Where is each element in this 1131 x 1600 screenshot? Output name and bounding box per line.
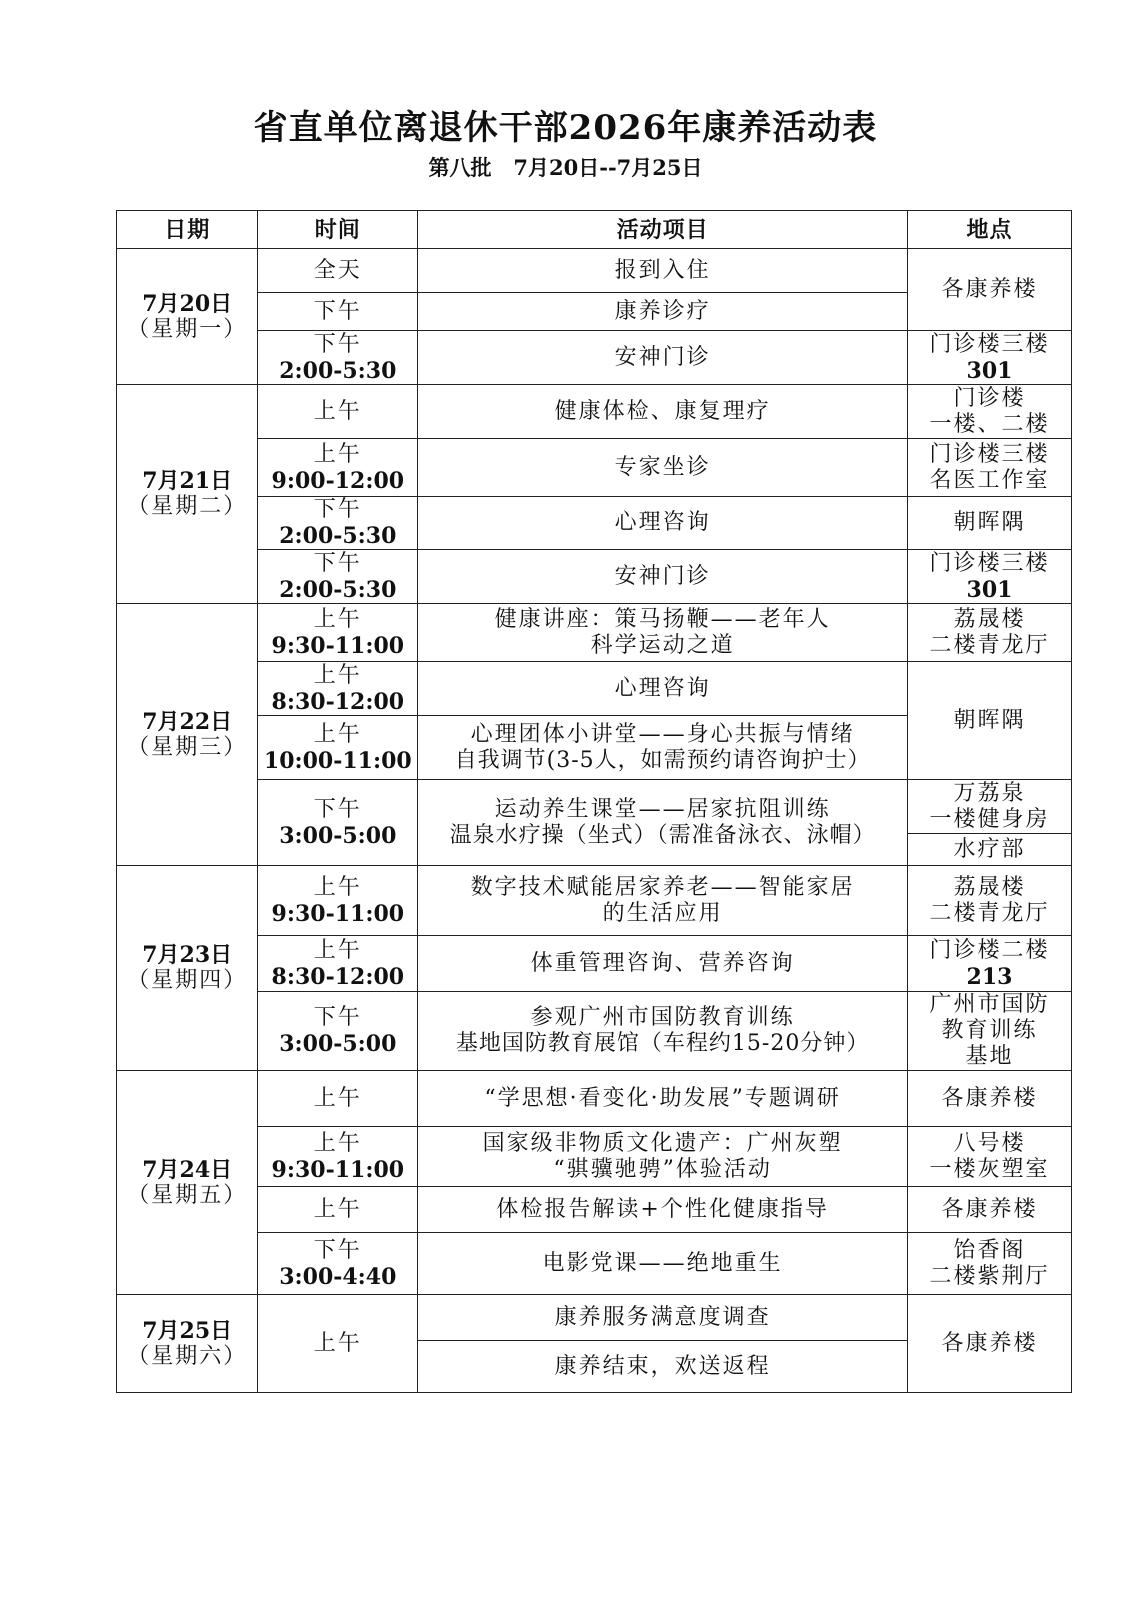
cell-text: 康养诊疗 <box>614 298 711 324</box>
header-activity: 活动项目 <box>418 211 908 249</box>
place-cell <box>908 1127 1072 1187</box>
activity-cell <box>418 936 908 992</box>
cell-text: 心理咨询 <box>614 675 711 701</box>
cell-text: 10:00-11:00 <box>263 747 412 774</box>
time-cell <box>258 780 418 866</box>
cell-text: 电影党课——绝地重生 <box>542 1250 783 1276</box>
activity-schedule-table <box>116 210 1072 1393</box>
cell-text: 健康体检、康复理疗 <box>554 398 771 424</box>
cell-text: 万荔泉 <box>953 780 1026 806</box>
place-cell <box>908 1233 1072 1295</box>
cell-text: 心理咨询 <box>614 510 711 535</box>
cell-text: 温泉水疗操（坐式）（需准备泳衣、泳帽） <box>449 822 876 848</box>
date-cell <box>117 1071 258 1295</box>
cell-text: 数字技术赋能居家养老——智能家居 <box>470 874 855 900</box>
activity-cell <box>418 293 908 331</box>
place-cell <box>908 992 1072 1071</box>
activity-cell <box>418 550 908 604</box>
cell-text: 各康养楼 <box>941 1196 1038 1222</box>
table-row <box>117 385 1072 439</box>
place-cell <box>908 497 1072 550</box>
time-cell <box>258 1233 418 1295</box>
cell-text: 3:00-5:00 <box>279 822 397 849</box>
place-cell <box>908 385 1072 439</box>
cell-text: 门诊楼三楼 <box>929 441 1050 467</box>
place-cell <box>908 249 1072 331</box>
cell-text: 康养结束，欢送返程 <box>554 1353 771 1379</box>
time-cell <box>258 385 418 439</box>
cell-text: 心理团体小讲堂——身心共振与情绪 <box>470 721 855 747</box>
table-row <box>117 662 1072 716</box>
cell-text: 的生活应用 <box>602 900 723 926</box>
cell-text: 上午 <box>313 1196 362 1222</box>
cell-text: 下午 <box>313 796 362 822</box>
date-label: 7月23日 <box>142 942 233 968</box>
cell-text: 2:00-5:30 <box>279 523 397 549</box>
cell-text: 广州市国防 <box>929 992 1050 1017</box>
cell-text: 体重管理咨询、营养咨询 <box>530 950 795 976</box>
activity-cell <box>418 1341 908 1393</box>
activity-cell <box>418 662 908 716</box>
cell-text: 朝晖隅 <box>953 510 1026 535</box>
cell-text: 一楼健身房 <box>929 806 1050 832</box>
cell-text: 301 <box>966 357 1013 384</box>
place-cell <box>908 866 1072 936</box>
cell-text: 饴香阁 <box>953 1237 1026 1263</box>
header-row <box>117 211 1072 249</box>
time-cell <box>258 293 418 331</box>
cell-text: 上午 <box>313 721 362 747</box>
cell-text: 科学运动之道 <box>590 632 735 658</box>
table-row <box>117 936 1072 992</box>
cell-text: 下午 <box>313 298 362 324</box>
activity-cell <box>418 385 908 439</box>
place-cell <box>908 331 1072 385</box>
cell-text: 下午 <box>313 1237 362 1263</box>
cell-text: 二楼紫荆厅 <box>929 1263 1050 1289</box>
cell-text: 9:00-12:00 <box>271 467 405 494</box>
time-cell <box>258 866 418 936</box>
cell-text: “骐骥驰骋”体验活动 <box>553 1156 772 1182</box>
cell-text: 上午 <box>313 874 362 900</box>
cell-text: 下午 <box>313 1005 362 1030</box>
cell-text: 门诊楼 <box>953 385 1026 411</box>
cell-text: 一楼灰塑室 <box>929 1156 1050 1182</box>
cell-text: “学思想·看变化·助发展”专题调研 <box>484 1085 841 1111</box>
table-row <box>117 331 1072 385</box>
time-cell <box>258 249 418 293</box>
cell-text: 体检报告解读+个性化健康指导 <box>496 1196 829 1222</box>
cell-text: 朝晖隅 <box>953 707 1026 733</box>
cell-text: 9:30-11:00 <box>271 900 405 927</box>
cell-text: 一楼、二楼 <box>929 411 1050 437</box>
activity-cell <box>418 992 908 1071</box>
cell-text: 自我调节(3-5人，如需预约请咨询护士） <box>454 747 871 773</box>
time-cell <box>258 716 418 780</box>
time-cell <box>258 1071 418 1127</box>
activity-cell <box>418 1071 908 1127</box>
cell-text: 各康养楼 <box>941 276 1038 302</box>
table-row <box>117 1233 1072 1295</box>
cell-text: 国家级非物质文化遗产：广州灰塑 <box>482 1130 843 1156</box>
cell-text: 各康养楼 <box>941 1330 1038 1356</box>
date-cell <box>117 866 258 1071</box>
cell-text: 下午 <box>313 331 362 357</box>
cell-text: 213 <box>966 963 1013 990</box>
cell-text: 上午 <box>313 662 362 688</box>
table-row <box>117 604 1072 662</box>
cell-text: 安神门诊 <box>614 563 711 589</box>
date-cell <box>117 604 258 866</box>
activity-cell <box>418 780 908 866</box>
date-label: 7月22日 <box>142 708 233 735</box>
place-cell <box>908 439 1072 497</box>
cell-text: 3:00-4:40 <box>279 1263 397 1290</box>
time-cell <box>258 439 418 497</box>
cell-text: 基地 <box>965 1044 1014 1069</box>
header-date: 日期 <box>117 211 258 249</box>
cell-text: 下午 <box>313 497 362 522</box>
cell-text: 上午 <box>313 398 362 424</box>
cell-text: 301 <box>966 576 1013 603</box>
cell-text: 水疗部 <box>953 836 1026 862</box>
time-cell <box>258 604 418 662</box>
activity-cell <box>418 439 908 497</box>
date-cell <box>117 1295 258 1393</box>
place-cell <box>908 780 1072 834</box>
cell-text: 二楼青龙厅 <box>929 900 1050 926</box>
table-row <box>117 992 1072 1071</box>
time-cell <box>258 497 418 550</box>
cell-text: 各康养楼 <box>941 1085 1038 1111</box>
table-row <box>117 1187 1072 1233</box>
cell-text: 名医工作室 <box>929 467 1050 493</box>
cell-text: 3:00-5:00 <box>279 1031 397 1057</box>
date-label: 7月21日 <box>142 468 233 494</box>
place-cell <box>908 662 1072 780</box>
weekday-label: （星期二） <box>127 494 248 519</box>
cell-text: 上午 <box>313 1085 362 1111</box>
activity-cell <box>418 716 908 780</box>
place-cell <box>908 604 1072 662</box>
activity-cell <box>418 1295 908 1341</box>
place-cell <box>908 1187 1072 1233</box>
date-label: 7月20日 <box>142 290 233 317</box>
activity-cell <box>418 1127 908 1187</box>
document-title: 省直单位离退休干部2026年康养活动表 <box>253 108 878 148</box>
cell-text: 门诊楼三楼 <box>929 550 1050 576</box>
cell-text: 上午 <box>313 1330 362 1356</box>
cell-text: 8:30-12:00 <box>271 963 405 990</box>
time-cell <box>258 331 418 385</box>
cell-text: 教育训练 <box>941 1018 1038 1043</box>
cell-text: 上午 <box>313 606 362 632</box>
time-cell <box>258 1295 418 1393</box>
activity-cell <box>418 1233 908 1295</box>
activity-cell <box>418 866 908 936</box>
table-row <box>117 439 1072 497</box>
weekday-label: （星期三） <box>127 734 248 760</box>
cell-text: 9:30-11:00 <box>271 1156 405 1183</box>
time-cell <box>258 550 418 604</box>
cell-text: 报到入住 <box>614 257 711 283</box>
place-cell <box>908 936 1072 992</box>
table-row <box>117 550 1072 604</box>
activity-cell <box>418 604 908 662</box>
cell-text: 上午 <box>313 1130 362 1156</box>
cell-text: 康养服务满意度调查 <box>554 1304 771 1330</box>
table-row <box>117 866 1072 936</box>
table-row <box>117 780 1072 834</box>
weekday-label: （星期一） <box>127 316 248 342</box>
cell-text: 安神门诊 <box>614 344 711 370</box>
cell-text: 8:30-12:00 <box>271 688 405 715</box>
table-row <box>117 497 1072 550</box>
activity-cell <box>418 331 908 385</box>
table-row <box>117 249 1072 293</box>
time-cell <box>258 992 418 1071</box>
cell-text: 荔晟楼 <box>953 606 1026 632</box>
time-cell <box>258 1187 418 1233</box>
place-cell <box>908 1071 1072 1127</box>
time-cell <box>258 1127 418 1187</box>
cell-text: 上午 <box>313 441 362 467</box>
weekday-label: （星期四） <box>127 968 248 993</box>
cell-text: 专家坐诊 <box>614 454 711 480</box>
date-cell <box>117 249 258 385</box>
date-label: 7月24日 <box>142 1156 233 1183</box>
cell-text: 荔晟楼 <box>953 874 1026 900</box>
activity-cell <box>418 249 908 293</box>
place-cell <box>908 834 1072 866</box>
cell-text: 八号楼 <box>953 1130 1026 1156</box>
cell-text: 运动养生课堂——居家抗阻训练 <box>494 796 831 822</box>
activity-cell <box>418 1187 908 1233</box>
weekday-label: （星期六） <box>127 1343 248 1369</box>
cell-text: 门诊楼三楼 <box>929 331 1050 357</box>
place-cell <box>908 1295 1072 1393</box>
date-cell <box>117 385 258 604</box>
cell-text: 健康讲座：策马扬鞭——老年人 <box>494 606 831 632</box>
date-label: 7月25日 <box>142 1317 233 1344</box>
time-cell <box>258 662 418 716</box>
cell-text: 门诊楼二楼 <box>929 937 1050 963</box>
table-row <box>117 1127 1072 1187</box>
table-row <box>117 1071 1072 1127</box>
header-place: 地点 <box>908 211 1072 249</box>
cell-text: 9:30-11:00 <box>271 632 405 659</box>
cell-text: 二楼青龙厅 <box>929 632 1050 658</box>
cell-text: 上午 <box>313 937 362 963</box>
activity-cell <box>418 497 908 550</box>
table-row <box>117 1295 1072 1341</box>
time-cell <box>258 936 418 992</box>
cell-text: 2:00-5:30 <box>279 576 397 603</box>
cell-text: 参观广州市国防教育训练 <box>530 1005 795 1030</box>
cell-text: 基地国防教育展馆（车程约15-20分钟） <box>455 1031 870 1056</box>
header-time: 时间 <box>258 211 418 249</box>
place-cell <box>908 550 1072 604</box>
cell-text: 下午 <box>313 550 362 576</box>
cell-text: 2:00-5:30 <box>279 357 397 384</box>
weekday-label: （星期五） <box>127 1182 248 1208</box>
cell-text: 全天 <box>313 257 362 283</box>
batch-subtitle: 第八批 7月20日--7月25日 <box>428 155 703 180</box>
